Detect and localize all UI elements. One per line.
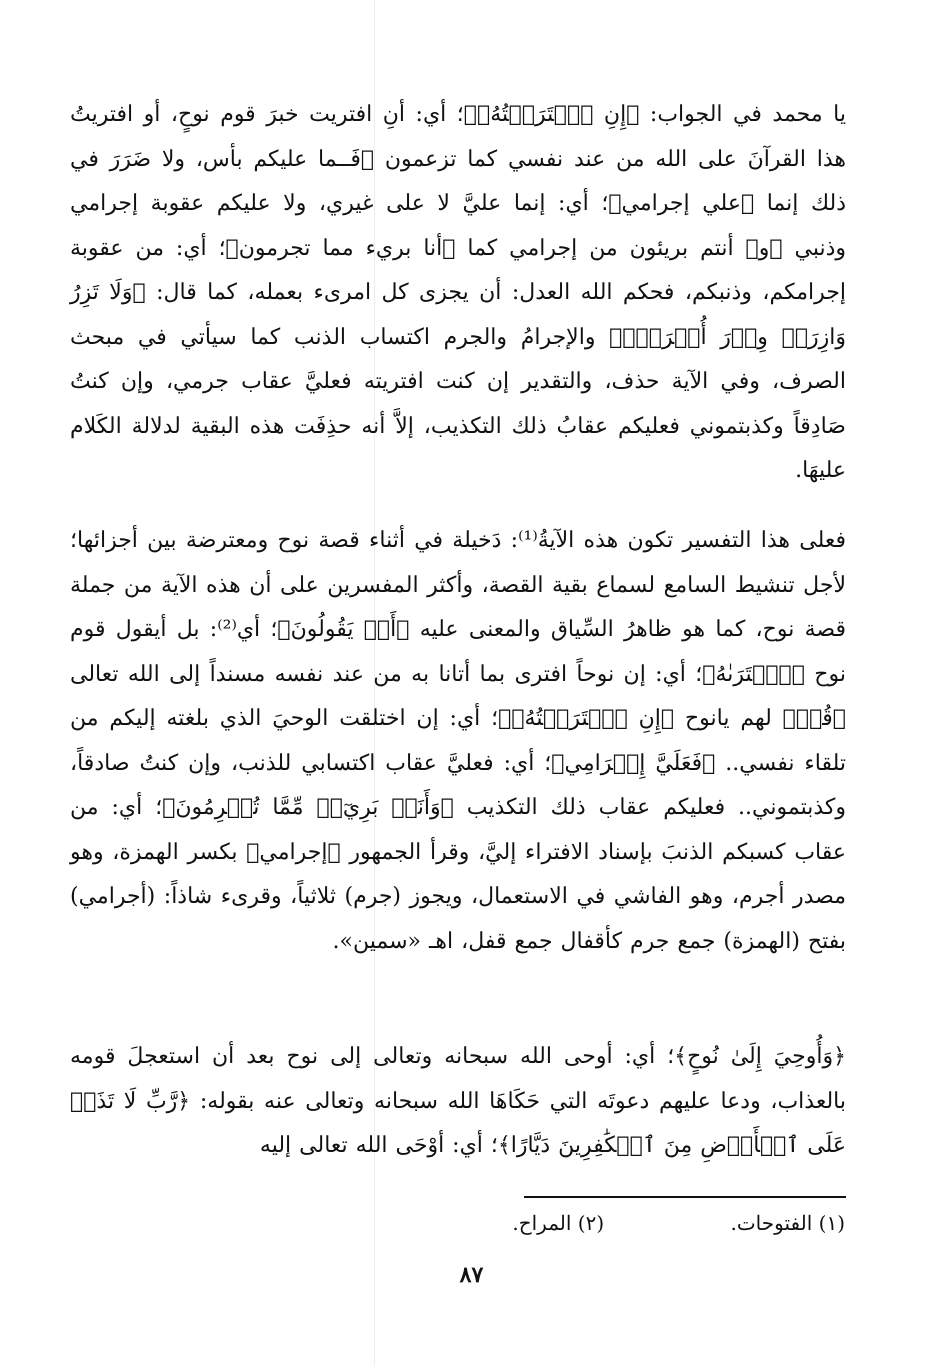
footnotes (285, 1208, 845, 1238)
footnote-1: (١) الفتوحات. (730, 1211, 845, 1235)
page-number: ٨٧ (459, 1262, 484, 1288)
footnote-separator (524, 1196, 846, 1198)
footnote-2: (٢) المراح. (512, 1211, 605, 1235)
paragraph-3: ﴿وَأُوحِيَ إِلَىٰ نُوحٍ﴾؛ أي: أوحى الله سبحانه وتعالى إلى نوح بعد أن استعجلَ قومه بالعذاب، ودعا عليهم دعوتَه التي حَكَاهَا الله سبحانه وتعالى عنه بقوله: ﴿رَّبِّ لَا تَذَرۡ عَلَى ٱلۡأَرۡضِ مِنَ ٱلۡكَٰفِرِينَ دَيَّارًا﴾؛ أي: أوْحَى الله تعالى إليه (70, 1044, 846, 1158)
paragraph-1: يا محمد في الجواب: ﴿إِنِ ٱفۡتَرَيۡتُهُۥ﴾؛ أي: أنِ افتريت خبرَ قوم نوحٍ، أو افتريتُ هذا القرآنَ على الله من عند نفسي كما تزعمون ﴿فَـ‍ـما عليكم بأس، ولا ضَرَرَ في ذلك إنما ﴿علي إجرامي﴾؛ أي: إنما عليَّ لا على غيري، ولا عليكم عقوبة إجرامي وذنبي ﴿و﴾ أنتم بريئون من إجرامي كما ﴿أنا بريء مما تجرمون﴾؛ أي: من عقوبة إجرامكم، وذنبكم، فحكم الله العدل: أن يجزى كل امرىء بعمله، كما قال: ﴿وَلَا تَزِرُ وَازِرَةٞ وِزۡرَ أُخۡرَىٰۚ﴾ والإجرامُ والجرم اكتساب الذنب كما سيأتي في مبحث الصرف، وفي الآية حذف، والتقدير إن كنت افتريته فعليَّ عقاب جرمي، وإن كنتُ صَادِقاً وكذبتموني فعليكم عقابُ ذلك التكذيب، إلاَّ أنه حذِفَت هذه البقية لدلالة الكَلام عليهَا. (70, 102, 847, 483)
paragraph-2: فعلى هذا التفسير تكون هذه الآيةُ⁽¹⁾: دَخيلة في أثناء قصة نوح ومعترضة بين أجزائها؛ لأجل تنشيط السامع لسماع بقية القصة، وأكثر المفسرين على أن هذه الآية من جملة قصة نوح، كما هو ظاهرُ السِّياق والمعنى عليه ﴿أَمۡ يَقُولُونَ﴾؛ أي⁽²⁾: بل أيقول قوم نوح ﴿ٱفۡتَرَىٰهُ﴾؛ أي: إن نوحاً افترى بما أتانا به من عند نفسه مسنداً إلى الله تعالى ﴿قُلۡ﴾ لهم يانوح ﴿إِنِ ٱفۡتَرَيۡتُهُۥ﴾؛ أي: إن اختلقت الوحيَ الذي بلغته إليكم من تلقاء نفسي.. ﴿فَعَلَيَّ إِجۡرَامِي﴾؛ أي: فعليَّ عقاب اكتسابي للذنب، وإن كنتُ صادقاً، وكذبتموني.. فعليكم عقاب ذلك التكذيب ﴿وَأَنَا۠ بَرِيٓءٞ مِّمَّا تُجۡرِمُونَ﴾؛ أي: من عقاب كسبكم الذنبَ بإسناد الافتراء إليَّ، وقرأ الجمهور ﴿إجرامي﴾ بكسر الهمزة، وهو مصدر أجرم، وهو الفاشي في الاستعمال، ويجوز (جرم) ثلاثياً، وقرىء شاذاً: (أجرامي) بفتح (الهمزة) جمع جرم كأقفال جمع قفل، اهـ «سمين». (70, 528, 847, 954)
